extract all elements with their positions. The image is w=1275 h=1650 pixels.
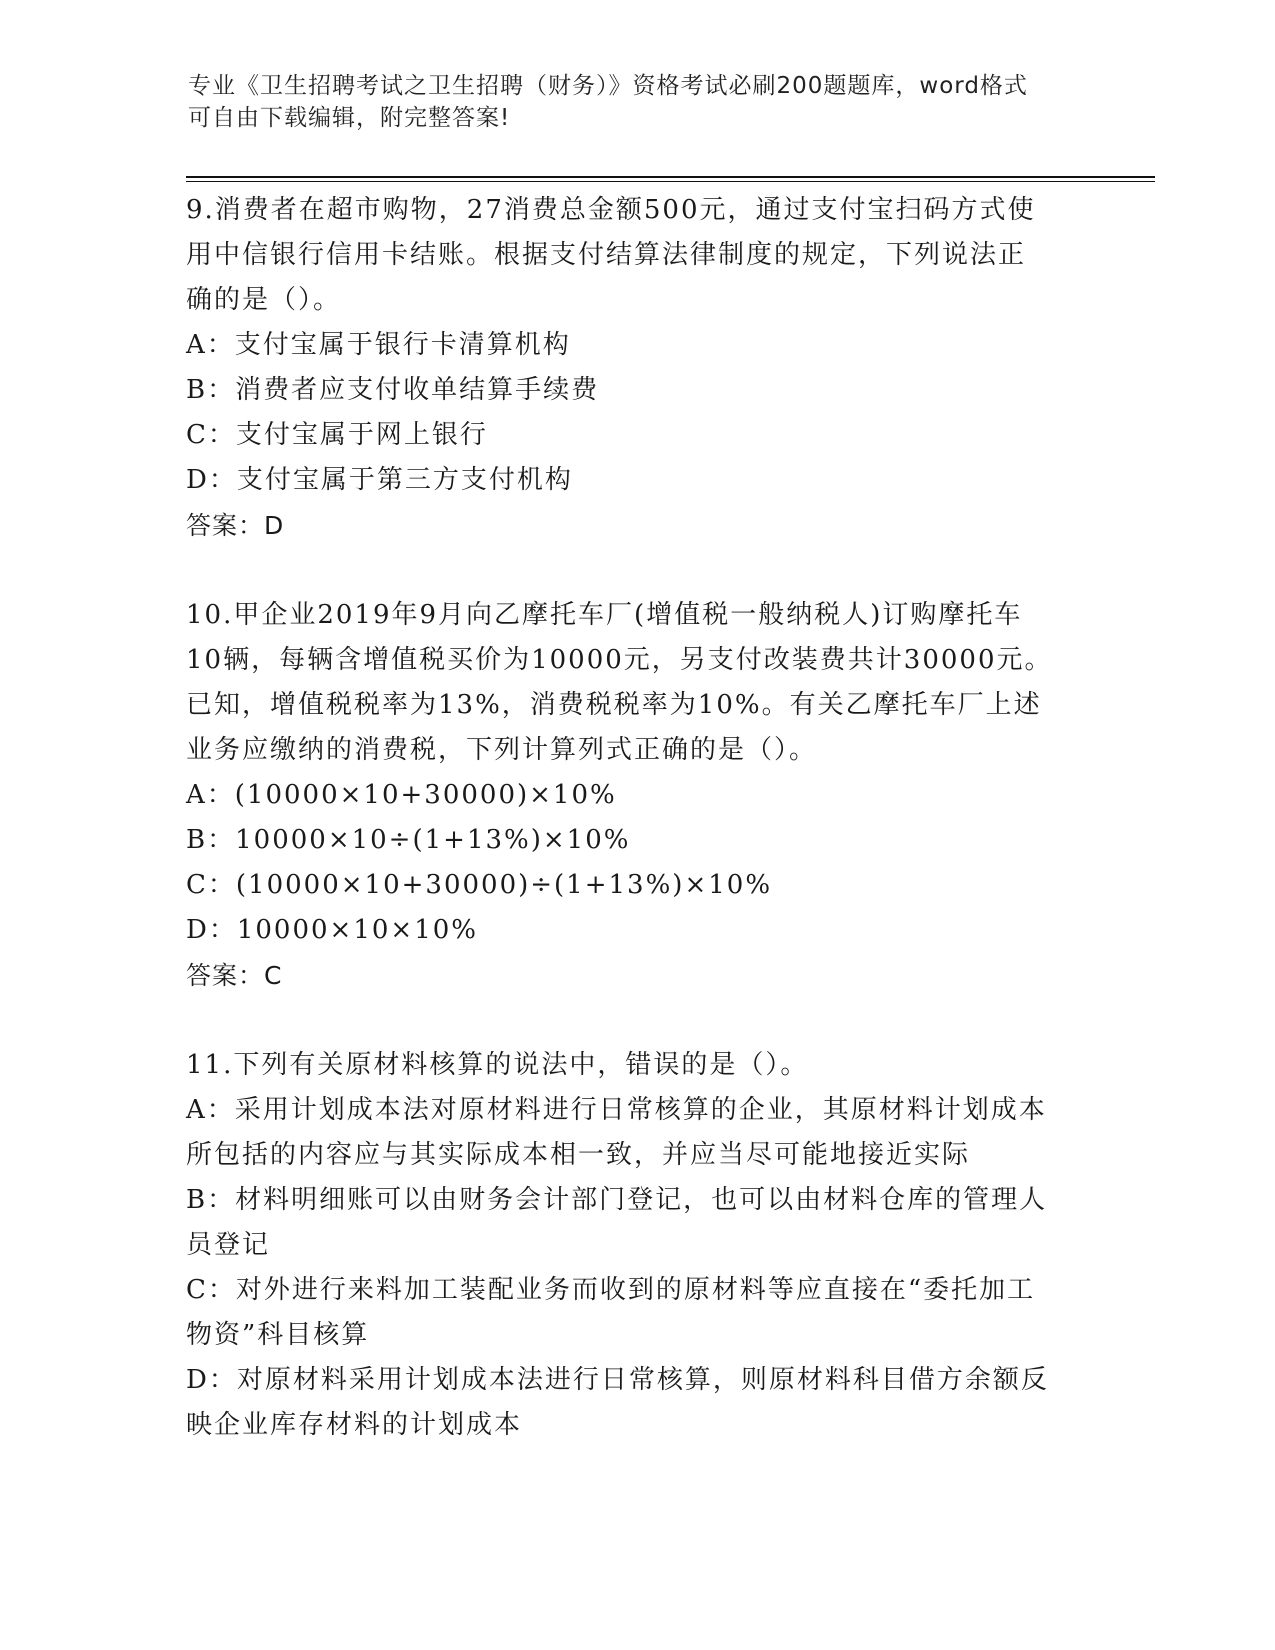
question-11 <box>186 1043 1066 1448</box>
question-9 <box>186 188 1066 548</box>
header-line-2: 可自由下载编辑，附完整答案! <box>188 105 511 131</box>
question-10-option-d: D：10000×10×10% <box>186 915 478 945</box>
question-9-stem-line-1: 9.消费者在超市购物，27消费总金额500元，通过支付宝扫码方式使 <box>186 195 1036 225</box>
header-line-1: 专业《卫生招聘考试之卫生招聘（财务）》资格考试必刷200题题库，word格式 <box>188 73 1028 99</box>
question-9-answer: 答案：D <box>186 511 285 540</box>
question-10-stem-line-1: 10.甲企业2019年9月向乙摩托车厂(增值税一般纳税人)订购摩托车 <box>186 600 1023 630</box>
question-9-option-d: D：支付宝属于第三方支付机构 <box>186 465 573 495</box>
question-11-option-d-line-1: D：对原材料采用计划成本法进行日常核算，则原材料科目借方余额反 <box>186 1365 1049 1395</box>
question-10-option-c: C：(10000×10+30000)÷(1+13%)×10% <box>186 870 773 900</box>
question-9-option-c: C：支付宝属于网上银行 <box>186 420 488 450</box>
question-11-option-c-line-1: C：对外进行来料加工装配业务而收到的原材料等应直接在“委托加工 <box>186 1275 1036 1305</box>
question-10 <box>186 593 1066 998</box>
header-divider-thick <box>186 176 1155 178</box>
question-11-option-b-line-1: B：材料明细账可以由财务会计部门登记，也可以由材料仓库的管理人 <box>186 1185 1048 1215</box>
question-9-option-b: B：消费者应支付收单结算手续费 <box>186 375 600 405</box>
question-10-option-a: A：(10000×10+30000)×10% <box>186 780 617 810</box>
question-11-option-d-line-2: 映企业库存材料的计划成本 <box>186 1410 523 1440</box>
question-11-option-c-line-2: 物资”科目核算 <box>186 1320 370 1350</box>
question-list <box>186 188 1066 1448</box>
question-11-option-a-line-2: 所包括的内容应与其实际成本相一致，并应当尽可能地接近实际 <box>186 1140 971 1170</box>
question-11-stem-line-1: 11.下列有关原材料核算的说法中，错误的是（）。 <box>186 1050 809 1080</box>
question-11-option-a-line-1: A：采用计划成本法对原材料进行日常核算的企业，其原材料计划成本 <box>186 1095 1047 1125</box>
question-10-stem-line-2: 10辆，每辆含增值税买价为10000元，另支付改装费共计30000元。 <box>186 645 1053 675</box>
question-10-answer: 答案：C <box>186 961 283 990</box>
header-divider-thin <box>186 181 1155 182</box>
question-spacer <box>186 548 1066 593</box>
question-9-stem-line-3: 确的是（）。 <box>186 285 342 315</box>
document-header <box>188 70 1068 134</box>
question-9-option-a: A：支付宝属于银行卡清算机构 <box>186 330 571 360</box>
question-10-stem-line-3: 已知，增值税税率为13%，消费税税率为10%。有关乙摩托车厂上述 <box>186 690 1042 720</box>
question-10-stem-line-4: 业务应缴纳的消费税，下列计算列式正确的是（）。 <box>186 735 818 765</box>
question-10-option-b: B：10000×10÷(1+13%)×10% <box>186 825 631 855</box>
question-11-option-b-line-2: 员登记 <box>186 1230 271 1260</box>
question-9-stem-line-2: 用中信银行信用卡结账。根据支付结算法律制度的规定，下列说法正 <box>186 240 1027 270</box>
question-spacer <box>186 998 1066 1043</box>
